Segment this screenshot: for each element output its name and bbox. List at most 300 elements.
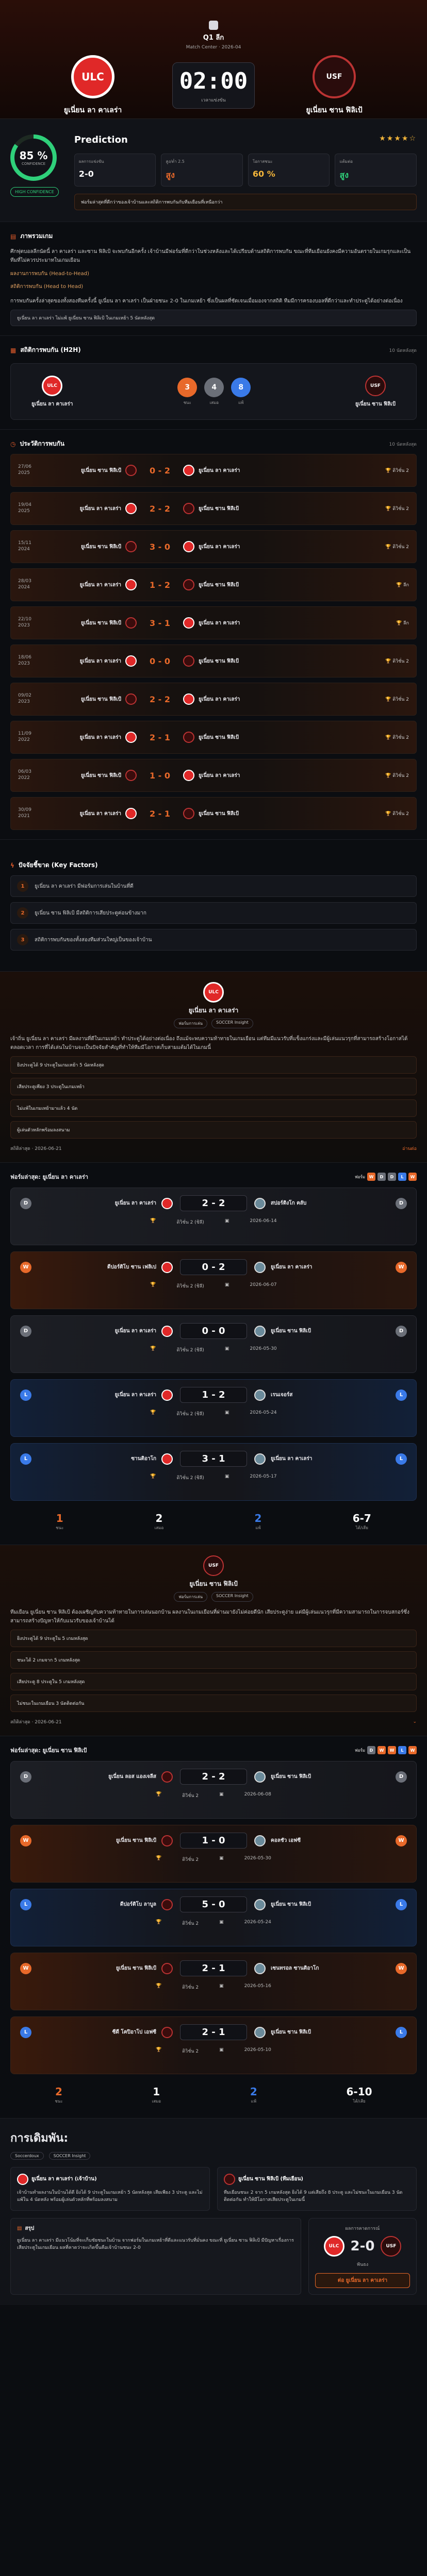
result-badge: D [396, 1198, 407, 1209]
team-crest-icon [125, 465, 137, 476]
team-crest-icon [183, 465, 194, 476]
trophy-icon: 🏆 [385, 811, 393, 817]
home-crest-icon [17, 2174, 28, 2185]
summary-value: 1 [56, 1512, 63, 1524]
prediction-cell [335, 154, 417, 187]
match-score: 2 - 1 [149, 732, 171, 742]
away-crest-icon: USF [365, 376, 386, 396]
kickoff-label: เวลาแข่งขัน [201, 97, 226, 103]
table-row[interactable] [10, 1251, 417, 1309]
competition-name: ดิวิชั่น 2 [392, 659, 409, 664]
overview-text: ศึกฟุตบอลลีกนัดนี้ ลา คาเลร่า และซาน ฟิลิเป้ จะพบกันอีกครั้ง เจ้าบ้านมีฟอร์มที่ดีกว่าในช่วงหลังและได้เปรียบด้านสถิติการพบกัน ขณะที่ทีมเยือนยังคงมีความอันตรายในเกมรุกและเป็นทีมที่ไม่ควรประมาทในเกมเยือน [10, 249, 411, 263]
pick-label: ฟันธง [356, 2262, 369, 2267]
competition [385, 810, 409, 817]
result-badge: D [396, 1771, 407, 1783]
home-team-name: ยูเนี่ยน ซาน ฟิลิเป้ [116, 1965, 156, 1971]
prediction-title-row [74, 134, 417, 145]
home-card-footer [10, 1145, 417, 1152]
home-team-name: ยูเนี่ยน ลา คาเลร่า [114, 1392, 156, 1398]
home-team [39, 1453, 173, 1465]
competition-name: ดิวิชั่น 2 [392, 545, 409, 550]
list-item: ชนะได้ 2 เกมจาก 5 เกมหลังสุด [10, 1651, 417, 1669]
team-crest-icon [183, 655, 194, 667]
result-badge: L [396, 2027, 407, 2038]
match-date [18, 502, 49, 514]
competition-name: ลีก [403, 621, 409, 626]
form-badge: L [398, 1746, 406, 1754]
summary-stat [55, 2086, 62, 2105]
match-day: 09/02 [18, 693, 31, 699]
form-match-line [20, 1387, 407, 1403]
calendar-icon: ▣ [224, 1474, 229, 1479]
match-year: 2023 [18, 699, 30, 704]
confidence-button[interactable]: HIGH CONFIDENCE [10, 187, 59, 197]
summary-value: 2 [254, 1512, 262, 1524]
home-team [39, 1771, 173, 1783]
team-crest-icon [125, 617, 137, 629]
analysis-summary-text: ยูเนี่ยน ลา คาเลร่า มีแนวโน้มที่จะเก็บชัยชนะในบ้าน จากฟอร์มในเกมเหย้าที่ดีและแนวรับที่มั่นคง ขณะที่ ยูเนี่ยน ซาน ฟิลิเป้ มีปัญหาเรื่องการเสียประตูในเกมเยือน ผลที่คาดว่าจะเกิดขึ้นคือเจ้าบ้านชนะ 2-0 [17, 2238, 294, 2251]
match-day: 22/10 [18, 617, 31, 622]
analysis-tag-source[interactable]: Soccerdoux [10, 2152, 44, 2160]
analysis-away-text: ทีมเยือนชนะ 2 จาก 5 เกมหลังสุด ยิงได้ 9 แต่เสียถึง 8 ประตู และไม่ชนะในเกมเยือน 3 นัดติดต่อกัน ทำให้มีโอกาสเสียประตูในเกมนี้ [224, 2190, 403, 2203]
prediction-cell-key: โอกาสชนะ [252, 159, 273, 164]
away-team-name: เรนเจอร์ส [271, 1392, 293, 1398]
result-badge: L [396, 1453, 407, 1465]
trophy-icon: 🏆 [385, 468, 393, 473]
summary-stat [353, 1512, 371, 1531]
match-date: 2026-05-24 [244, 1920, 271, 1925]
trophy-icon: 🏆 [150, 1218, 156, 1224]
away-team [183, 808, 281, 819]
match-date [18, 807, 49, 819]
home-team [49, 579, 137, 590]
home-form-rows [10, 1188, 417, 1501]
h2h-home-name: ยูเนี่ยน ลา คาเลร่า [31, 401, 73, 407]
away-card-source: สถิติล่าสุด [10, 1720, 30, 1725]
home-team [39, 2027, 173, 2038]
predicted-score: 2-0 [350, 2238, 375, 2254]
team-crest-icon [125, 808, 137, 819]
prediction-cell-key: ผลการแข่งขัน [78, 159, 104, 164]
home-card-bullets [10, 1056, 417, 1139]
key-factor-item [10, 902, 417, 924]
home-team-name: ยูเนี่ยน ลา คาเลร่า [79, 734, 121, 740]
home-team-name: ซีดี โคปิอาโป เอฟซี [112, 2029, 156, 2035]
document-icon: ▤ [10, 232, 17, 240]
team-crest-icon [254, 1835, 266, 1846]
team-crest-icon [161, 1262, 173, 1273]
home-crest-icon: ULC [324, 2236, 344, 2257]
tag-form[interactable]: ฟอร์มการเล่น [174, 1019, 207, 1028]
trophy-icon: 🏆 [385, 735, 393, 740]
match-score: 1 - 0 [180, 1833, 247, 1849]
analysis-tags [10, 2152, 417, 2160]
tag-form[interactable]: ฟอร์มการเล่น [174, 1592, 207, 1602]
match-date [18, 655, 49, 667]
h2h-summary [10, 363, 417, 420]
competition-name: ดิวิชั่น 2 [392, 468, 409, 473]
key-factor-text: สถิติการพบกันของทั้งสองทีมส่วนใหญ่เป็นของเจ้าบ้าน [35, 937, 152, 943]
away-form-title: ฟอร์มล่าสุด: ยูเนี่ยน ซาน ฟิลิเป้ [10, 1747, 87, 1754]
away-team [254, 1771, 388, 1783]
result-badge: W [396, 1835, 407, 1846]
analysis-summary [10, 2218, 301, 2295]
summary-value: 6-7 [352, 1512, 371, 1524]
team-crest-icon [161, 1899, 173, 1910]
summary-value: 2 [155, 1512, 163, 1524]
h2h-draws-label: เสมอ [209, 400, 219, 405]
calendar-icon: ▣ [224, 1218, 229, 1224]
away-team [254, 1262, 388, 1273]
competition: ดิวิชั่น 2 (ชิลี) [176, 1284, 204, 1289]
match-score: 1 - 2 [180, 1387, 247, 1403]
analysis-tag-insight[interactable]: SOCCER Insight [49, 2152, 91, 2160]
home-team-name: ยูเนี่ยน ซาน ฟิลิเป้ [81, 696, 121, 702]
teams-row [0, 50, 427, 116]
summary-stat [250, 2086, 257, 2105]
tag-insight[interactable]: SOCCER Insight [211, 1592, 253, 1602]
table-row[interactable] [10, 1889, 417, 1946]
competition-name: ลีก [403, 583, 409, 588]
competition: ดิวิชั่น 2 (ชิลี) [176, 1412, 204, 1417]
away-team-name: ยูเนี่ยน ซาน ฟิลิเป้ [271, 1328, 311, 1334]
h2h-away [355, 376, 396, 408]
team-crest-icon [125, 579, 137, 590]
match-hero [0, 0, 427, 118]
match-date [18, 769, 49, 781]
team-crest-icon [161, 1453, 173, 1465]
h2h-title: สถิติการพบกัน (H2H) [20, 346, 81, 353]
away-team[interactable] [298, 55, 370, 116]
match-year: 2024 [18, 585, 30, 590]
team-crest-icon [125, 732, 137, 743]
home-team-name: ยูเนี่ยน ลา คาเลร่า [114, 1328, 156, 1334]
h2h-losses-label: แพ้ [238, 400, 244, 405]
bet-pick-button[interactable]: ต่อ ยูเนี่ยน ลา คาเลร่า [315, 2273, 410, 2288]
calendar-icon: ▣ [224, 1410, 229, 1415]
home-form-title: ฟอร์มล่าสุด: ยูเนี่ยน ลา คาเลร่า [10, 1174, 88, 1180]
competition [385, 467, 409, 474]
summary-label: แพ้ [251, 2099, 256, 2104]
h2h-dots [177, 378, 251, 406]
team-crest-icon [161, 1963, 173, 1974]
league-round: Match Center · 2026-04 [186, 45, 241, 50]
table-row[interactable] [10, 1188, 417, 1245]
result-badge: L [20, 2027, 31, 2038]
confidence-block [10, 134, 59, 206]
summary-stat [155, 1512, 164, 1531]
away-team-name: ยูเนี่ยน ลา คาเลร่า [199, 696, 240, 702]
betting-analysis [0, 2118, 427, 2305]
team-crest-icon [183, 617, 194, 629]
result-badge: D [20, 1771, 31, 1783]
match-meta [20, 1856, 407, 1863]
trophy-icon: 🏆 [396, 621, 404, 626]
analysis-summary-title: สรุป [25, 2225, 35, 2231]
prediction-cell [248, 154, 330, 187]
form-match-line [20, 2024, 407, 2040]
match-date [18, 540, 49, 552]
table-row[interactable] [10, 721, 417, 754]
summary-stat [255, 1512, 262, 1531]
table-row[interactable] [10, 797, 417, 830]
confidence-ring [10, 134, 57, 181]
match-score: 1 - 0 [149, 770, 171, 781]
team-crest-icon [161, 1835, 173, 1846]
league-name: Q1 ลีก [203, 34, 224, 42]
match-meta [20, 1792, 407, 1799]
team-crest-icon [183, 503, 194, 514]
h2h-losses: 8 [231, 378, 251, 397]
team-crest-icon [161, 1326, 173, 1337]
home-team-name: ยูเนี่ยน ซาน ฟิลิเป้ [81, 467, 121, 473]
summary-value: 2 [250, 2086, 257, 2098]
prediction-cell-key: สูง/ต่ำ 2.5 [166, 159, 185, 164]
match-score: 2 - 1 [180, 1960, 247, 1976]
team-crest-icon [125, 503, 137, 514]
trophy-icon: 🏆 [150, 1474, 156, 1479]
away-team [254, 1198, 388, 1209]
away-card-head [10, 1555, 417, 1602]
home-team [49, 465, 137, 476]
team-crest-icon [125, 655, 137, 667]
away-team-name: ยูเนี่ยน ซาน ฟิลิเป้ [199, 810, 239, 817]
table-row[interactable] [10, 1379, 417, 1437]
team-crest-icon [183, 693, 194, 705]
team-crest-icon [183, 808, 194, 819]
list-item: ไม่แพ้ในเกมเหย้ามาแล้ว 4 นัด [10, 1099, 417, 1117]
summary-label: เสมอ [154, 1526, 164, 1530]
trophy-icon: 🏆 [396, 583, 404, 588]
match-score: 2 - 1 [149, 808, 171, 819]
match-meta [20, 1474, 407, 1481]
away-team [254, 1453, 388, 1465]
calendar-icon: ▣ [219, 1792, 224, 1797]
confidence-value: 85 % [19, 149, 48, 162]
home-team-name: ยูเนี่ยน ซาน ฟิลิเป้ [81, 772, 121, 778]
form-match-line [20, 1259, 407, 1275]
table-row[interactable] [10, 492, 417, 525]
result-badge: D [396, 1326, 407, 1337]
prediction-cell-value: สูง [339, 170, 349, 180]
h2h-header [10, 345, 417, 355]
away-form-section [0, 1736, 427, 2118]
team-crest-icon [161, 1389, 173, 1401]
home-crest-icon: ULC [42, 376, 62, 396]
history-section [0, 429, 427, 839]
h2h-home [31, 376, 73, 408]
match-meta [20, 2047, 407, 2055]
team-crest-icon [254, 1326, 266, 1337]
table-row[interactable] [10, 1443, 417, 1501]
summary-label: ชนะ [55, 2099, 63, 2104]
match-score: 1 - 2 [149, 580, 171, 590]
match-score: 2 - 2 [149, 503, 171, 514]
list-item: เสียประตู 8 ประตูใน 5 เกมหลังสุด [10, 1673, 417, 1690]
home-team-name: ดีปอร์ติโบ ซาน เฟลิเป [107, 1264, 156, 1270]
home-card-name: ยูเนี่ยน ลา คาเลร่า [188, 1007, 239, 1014]
table-row[interactable] [10, 2016, 417, 2074]
calendar-icon: ▣ [224, 1346, 229, 1351]
prediction-panel [0, 118, 427, 222]
key-factor-text: ยูเนี่ยน ซาน ฟิลิเป้ มีสถิติการเสียประตูค่อนข้างมาก [35, 910, 146, 916]
table-row[interactable] [10, 1761, 417, 1819]
match-score: 3 - 0 [149, 541, 171, 552]
competition-name: ดิวิชั่น 2 [392, 697, 409, 702]
match-date: 2026-05-24 [250, 1410, 277, 1415]
prediction-title: Prediction [74, 134, 128, 145]
away-team [183, 579, 281, 590]
home-team-name: ยูเนี่ยน ลา คาเลร่า [79, 810, 121, 817]
overview-section [0, 222, 427, 335]
home-team-name: ดีปอร์ติโบ ลาบูล [120, 1902, 156, 1907]
key-factor-text: ยูเนี่ยน ลา คาเลร่า มีฟอร์มการเล่นในบ้านที่ดี [35, 883, 134, 889]
result-badge: W [396, 1963, 407, 1974]
table-row[interactable] [10, 683, 417, 716]
competition [385, 734, 409, 741]
prediction-cell-key: แต้มต่อ [339, 159, 353, 164]
away-team [183, 465, 281, 476]
form-badge: D [388, 1173, 396, 1181]
analysis-summary-head [17, 2225, 294, 2233]
away-card-footer [10, 1718, 417, 1725]
home-form-summary [10, 1508, 417, 1535]
rating-stars-icon: ★★★★☆ [379, 134, 417, 143]
h2h-losses-block [231, 378, 251, 406]
key-factor-item [10, 929, 417, 951]
home-team [49, 617, 137, 629]
predicted-score-row [315, 2236, 410, 2257]
result-badge: L [20, 1389, 31, 1401]
home-team-name: ยูเนี่ยน ลา คาเลร่า [79, 658, 121, 664]
list-item: เสียประตูเพียง 3 ประตูในเกมเหย้า [10, 1078, 417, 1095]
match-date: 2026-05-30 [244, 1856, 271, 1861]
prediction-cell-value: 60 % [252, 169, 275, 179]
team-crest-icon [183, 732, 194, 743]
prediction-details [74, 134, 417, 206]
home-team [49, 503, 137, 514]
h2h-section [0, 335, 427, 429]
tag-insight[interactable]: SOCCER Insight [211, 1019, 253, 1028]
table-row[interactable] [10, 1953, 417, 2010]
match-year: 2022 [18, 737, 30, 742]
away-crest-icon: USF [203, 1555, 224, 1576]
table-row[interactable] [10, 1825, 417, 1883]
away-crest-icon [224, 2174, 235, 2185]
result-badge: L [20, 1453, 31, 1465]
result-badge: W [20, 1963, 31, 1974]
table-row[interactable] [10, 454, 417, 487]
overview-header [10, 231, 417, 241]
home-team [49, 808, 137, 819]
away-team [254, 1835, 388, 1846]
match-date: 2026-06-08 [244, 1792, 271, 1797]
key-factors-header [10, 860, 417, 870]
competition: ดิวิชั่น 2 [182, 2049, 199, 2054]
team-crest-icon [125, 693, 137, 705]
home-team-name: ซานติอาโก [131, 1456, 156, 1462]
team-crest-icon [254, 2027, 266, 2038]
table-row[interactable] [10, 606, 417, 639]
summary-value: 1 [153, 2086, 160, 2098]
home-team [39, 1899, 173, 1910]
away-team [183, 503, 281, 514]
match-date [18, 617, 49, 629]
table-row[interactable] [10, 759, 417, 792]
team-crest-icon [254, 1453, 266, 1465]
form-match-line [20, 1451, 407, 1467]
result-badge: L [396, 1389, 407, 1401]
kickoff-time: 02:00 [179, 67, 248, 94]
match-day: 30/09 [18, 807, 31, 813]
match-year: 2024 [18, 547, 30, 552]
competition: ดิวิชั่น 2 (ชิลี) [176, 1220, 204, 1225]
match-year: 2025 [18, 509, 30, 514]
h2h-draws: 4 [204, 378, 224, 397]
read-more-link[interactable]: อ่านต่อ [402, 1146, 417, 1151]
result-badge: D [20, 1198, 31, 1209]
table-row[interactable] [10, 1315, 417, 1373]
summary-stat [56, 1512, 63, 1531]
home-crest-icon: ULC [203, 982, 224, 1003]
overview-sub2: สถิติการพบกัน (Head to Head) [10, 284, 84, 290]
match-score: 5 - 0 [180, 1896, 247, 1912]
home-team [39, 1262, 173, 1273]
form-badge: W [408, 1173, 417, 1181]
summary-label: แพ้ [255, 1526, 261, 1530]
away-team-name: ยูเนี่ยน ซาน ฟิลิเป้ [199, 658, 239, 664]
trophy-icon: 🏆 [150, 1282, 156, 1287]
away-card-date: 2026-06-21 [35, 1720, 62, 1725]
analysis-summary-row [10, 2218, 417, 2295]
analysis-title: การเดิมพัน: [10, 2132, 69, 2145]
form-badge: W [388, 1746, 396, 1754]
home-team-name: ยูเนี่ยน ลา คาเลร่า [79, 505, 121, 512]
expand-chevron-icon[interactable]: ⌄ [413, 1719, 417, 1724]
summary-stat [347, 2086, 372, 2105]
summary-value: 2 [55, 2086, 62, 2098]
analysis-home-head [17, 2174, 203, 2185]
result-badge: L [20, 1899, 31, 1910]
competition [396, 619, 409, 626]
trophy-icon: 🏆 [150, 1346, 156, 1351]
form-match-line [20, 1195, 407, 1211]
team-crest-icon [183, 541, 194, 552]
history-list [10, 454, 417, 830]
away-team-name: ยูเนี่ยน ลา คาเลร่า [271, 1264, 313, 1270]
analysis-home-head-text: ยูเนี่ยน ลา คาเลร่า (เจ้าบ้าน) [31, 2176, 97, 2182]
home-team [49, 732, 137, 743]
home-analysis-card [0, 971, 427, 1162]
trophy-icon: 🏆 [156, 1920, 162, 1925]
match-year: 2021 [18, 814, 30, 819]
table-row[interactable] [10, 645, 417, 677]
competition: ดิวิชั่น 2 (ชิลี) [176, 1348, 204, 1353]
table-row[interactable] [10, 568, 417, 601]
team-crest-icon [254, 1198, 266, 1209]
away-team-name: ยูเนี่ยน ซาน ฟิลิเป้ [271, 1902, 311, 1907]
match-meta [20, 1410, 407, 1417]
match-date: 2026-06-14 [250, 1218, 277, 1224]
team-crest-icon [254, 1262, 266, 1273]
home-team[interactable] [57, 55, 129, 116]
away-team [254, 1389, 388, 1401]
home-team [39, 1326, 173, 1337]
match-year: 2022 [18, 775, 30, 781]
competition-name: ดิวิชั่น 2 [392, 735, 409, 740]
form-badge: W [408, 1746, 417, 1754]
table-row[interactable] [10, 530, 417, 563]
